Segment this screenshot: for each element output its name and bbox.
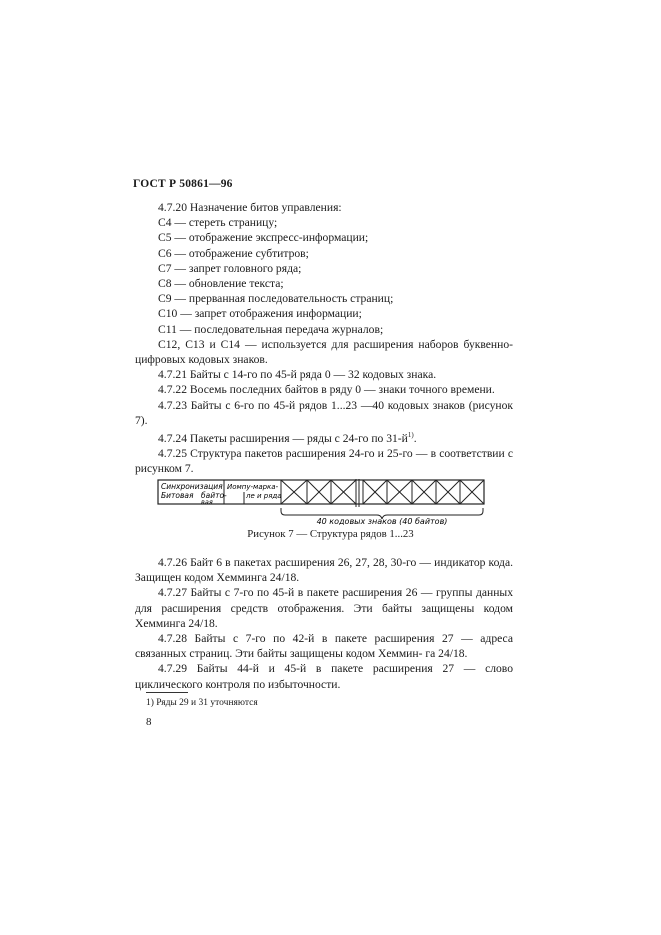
character-cell bbox=[281, 480, 307, 504]
control-bit-item: C8 — обновление текста; bbox=[158, 277, 284, 291]
footnote-marker: 1) bbox=[407, 431, 414, 440]
footnote: 1) Ряды 29 и 31 уточняются bbox=[146, 698, 258, 708]
page-number: 8 bbox=[146, 716, 152, 728]
paragraph-4-7-23: 4.7.23 Байты с 6-го по 45-й рядов 1...23 —40 кодовых знаков (рисунок 7). bbox=[135, 398, 513, 427]
paragraph-4-7-28: 4.7.28 Байты с 7-го по 42-й в пакете расширения 27 — адреса связанных страниц. Эти байты защищены кодом Хеммин- га 24/18. bbox=[135, 632, 513, 661]
document-header: ГОСТ Р 50861—96 bbox=[133, 178, 233, 190]
figure-7-row-structure bbox=[157, 479, 488, 525]
paragraph-4-7-20-intro: 4.7.20 Назначение битов управления: bbox=[158, 201, 342, 214]
character-cell bbox=[307, 480, 331, 504]
cell-sync-line3: вая bbox=[201, 498, 213, 506]
cell-sync-line2a: Битовая bbox=[161, 491, 194, 500]
paragraph-4-7-21: 4.7.21 Байты с 14-го по 45-й ряда 0 — 32 кодовых знака. bbox=[158, 368, 437, 382]
character-cell bbox=[387, 480, 412, 504]
control-bit-item: C10 — запрет отображения информации; bbox=[158, 307, 362, 321]
character-cell bbox=[412, 480, 436, 504]
control-bit-item: C11 — последовательная передача журналов; bbox=[158, 322, 384, 336]
paragraph-4-7-24: 4.7.24 Пакеты расширения — ряды с 24-го по $31-й^{1)}$. bbox=[158, 431, 417, 445]
figure-caption: Рисунок 7 — Структура рядов 1...23 bbox=[247, 528, 414, 540]
paragraph-4-7-25: 4.7.25 Структура пакетов расширения 24-го и 25-го — в соответствии с рисунком 7. bbox=[135, 447, 513, 476]
character-cell bbox=[331, 480, 356, 504]
control-bit-tail: C12, C13 и C14 — используется для расширения наборов буквенно-цифровых кодовых знаков. bbox=[135, 337, 513, 367]
cell-magazine-line1: Иомпу-марка- bbox=[227, 483, 279, 491]
control-bit-item: C6 — отображение субтитров; bbox=[158, 246, 309, 260]
paragraph-4-7-27: 4.7.27 Байты с 7-го по 45-й в пакете расширения 26 — группы данных для расширения средств отображения. Эти байты защищены кодом Хемминга 24/18. bbox=[135, 586, 513, 630]
character-cell bbox=[363, 480, 387, 504]
body-text-lower bbox=[135, 555, 513, 692]
body-text-upper bbox=[135, 200, 513, 477]
control-bit-item: C9 — прерванная последовательность страниц; bbox=[158, 292, 394, 306]
control-bit-item: C4 — стереть страницу; bbox=[158, 216, 278, 230]
character-cells bbox=[281, 480, 484, 504]
brace-label: 40 кодовых знаков (40 байтов) bbox=[316, 517, 448, 525]
footnote-separator bbox=[146, 692, 188, 693]
cell-sync-line2b: байто- bbox=[201, 491, 227, 500]
paragraph-4-7-26: 4.7.26 Байт 6 в пакетах расширения 26, 27, 28, 30-го — индикатор кода. Защищен кодом Хемминга 24/18. bbox=[135, 556, 513, 585]
cell-sync-line1: Синхронизация bbox=[161, 482, 223, 491]
control-bit-item: C7 — запрет головного ряда; bbox=[158, 261, 302, 275]
figure-7-diagram bbox=[157, 479, 488, 525]
character-cell bbox=[460, 480, 484, 504]
character-cell bbox=[436, 480, 460, 504]
paragraph-4-7-29: 4.7.29 Байты 44-й и 45-й в пакете расширения 27 — слово циклического контроля по избыточности. bbox=[135, 662, 513, 691]
paragraph-4-7-22: 4.7.22 Восемь последних байтов в ряду 0 — знаки точного времени. bbox=[158, 383, 495, 397]
cell-magazine-line2: ле и ряда bbox=[246, 492, 282, 500]
paragraph-4-7-24-text: 4.7.24 Пакеты расширения — ряды с 24-го по 31-й bbox=[158, 431, 408, 445]
control-bit-item: C5 — отображение экспресс-информации; bbox=[158, 231, 369, 245]
